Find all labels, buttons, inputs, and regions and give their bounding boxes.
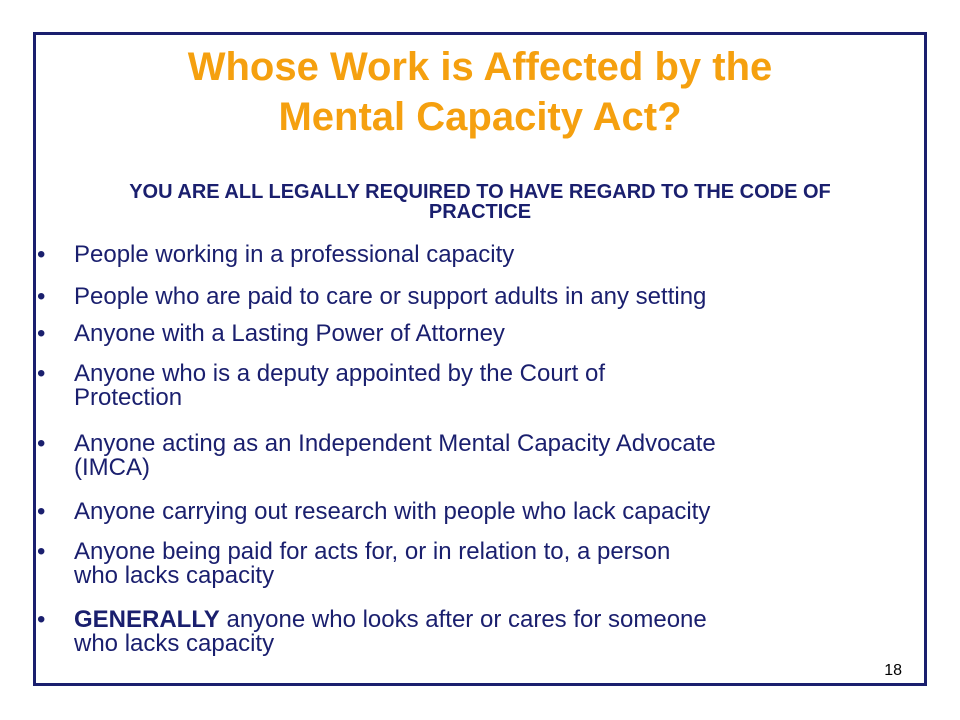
bullet-text (74, 322, 505, 346)
bullet-text (74, 362, 605, 410)
bullet-marker: • (37, 241, 46, 268)
bullet-text-line-2: (IMCA) (74, 454, 150, 481)
bullet-text (74, 285, 706, 309)
bullet-text-line-1: Anyone who is a deputy appointed by the Court of (74, 360, 606, 387)
bullet-marker: • (37, 283, 46, 310)
page-number: 18 (884, 662, 902, 679)
bullet-text-line-1: Anyone carrying out research with people who lack capacity (74, 498, 711, 525)
bullet-text-line-1: anyone who looks after or cares for someone (219, 606, 707, 633)
bullet-text-line-1: People working in a professional capacity (74, 241, 515, 268)
bullet-text (74, 243, 514, 267)
bullet-marker: • (37, 430, 46, 457)
bullet-marker: • (37, 320, 46, 347)
slide-title (0, 42, 960, 142)
bullet-text-line-1: Anyone acting as an Independent Mental Capacity Advocate (74, 430, 716, 457)
bullet-text (74, 540, 670, 588)
bullet-marker: • (37, 606, 46, 633)
bullet-text (74, 432, 716, 480)
bullet-marker: • (37, 538, 46, 565)
bullet-marker: • (37, 360, 46, 387)
bullet-marker: • (37, 498, 46, 525)
bullet-text-line-2: who lacks capacity (74, 630, 275, 657)
bullet-text-line-1: People who are paid to care or support adults in any setting (74, 283, 707, 310)
bullet-text-line-2: who lacks capacity (74, 562, 275, 589)
slide-title-line-1: Whose Work is Affected by the (187, 45, 773, 89)
slide-subtitle: YOU ARE ALL LEGALLY REQUIRED TO HAVE REGARD TO THE CODE OF PRACTICE (129, 181, 831, 223)
bullet-text (74, 608, 707, 656)
bullet-text-line-2: Protection (74, 384, 183, 411)
bullet-text-line-1: Anyone with a Lasting Power of Attorney (74, 320, 505, 347)
slide-title-line-2: Mental Capacity Act? (278, 95, 682, 139)
bullet-text (74, 500, 710, 524)
bullet-text-line-1: Anyone being paid for acts for, or in relation to, a person (74, 538, 671, 565)
bullet-emphasis: GENERALLY (74, 606, 220, 633)
